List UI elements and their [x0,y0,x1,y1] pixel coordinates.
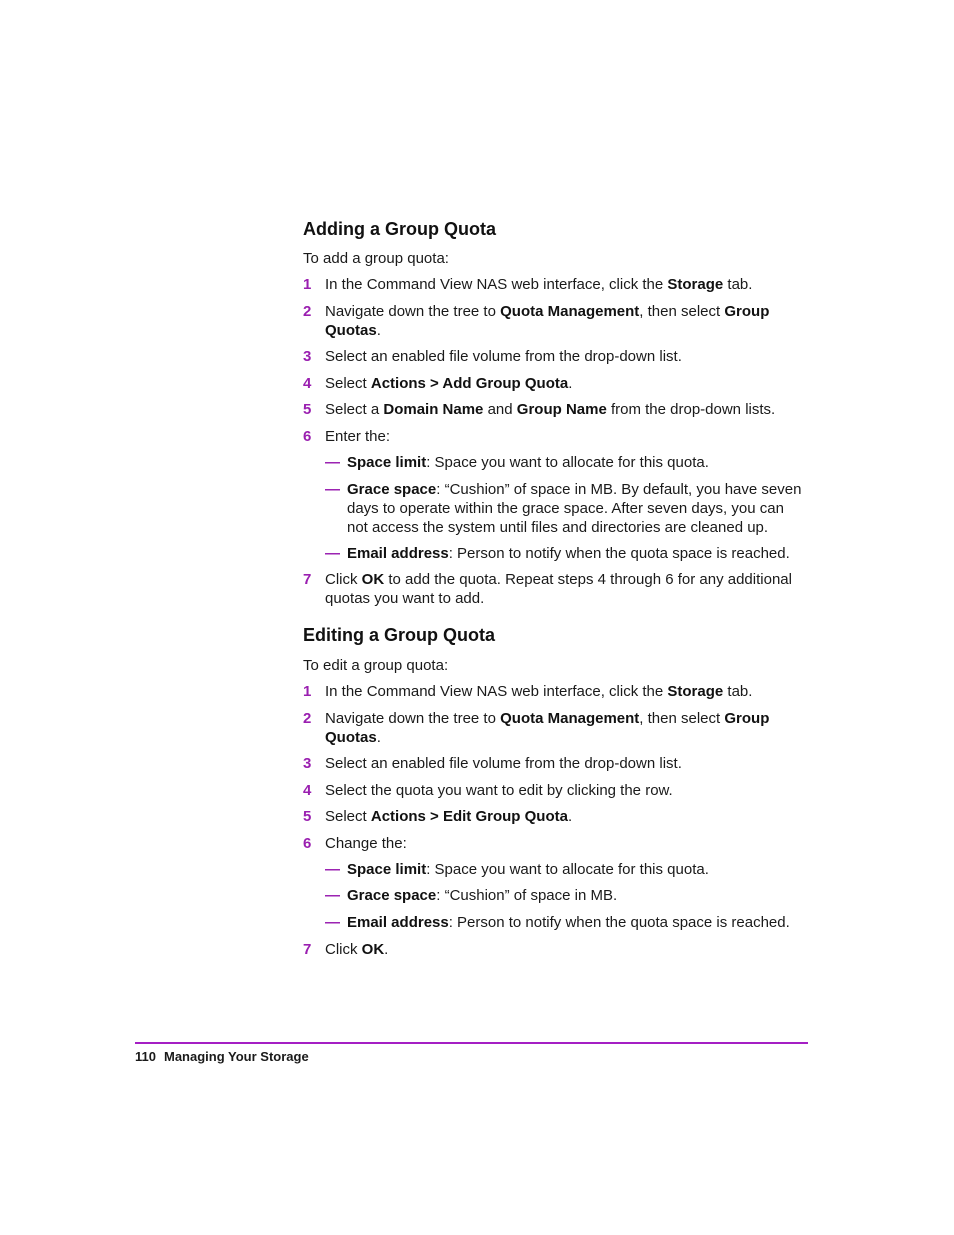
adding-step [303,570,808,608]
ui-term: Storage [667,276,724,293]
sub-item-text: Email address: Person to notify when the quota space is reached. [347,545,790,562]
step-text: Select Actions > Edit Group Quota. [325,808,573,825]
editing-sub-item [325,886,808,905]
ui-term: Storage [667,683,724,700]
step-text: Select an enabled file volume from the drop-down list. [325,755,682,772]
ui-term: Actions > Edit Group Quota [370,808,568,825]
step-number: 5 [303,401,312,418]
dash-bullet: — [325,481,340,498]
editing-section-title: Editing a Group Quota [303,625,495,645]
ui-term: Email address [347,545,449,562]
sub-item-text: Email address: Person to notify when the quota space is reached. [347,914,790,931]
step-number: 4 [303,375,312,392]
editing-step [303,807,808,826]
adding-step [303,374,808,393]
adding-section-title: Adding a Group Quota [303,219,496,239]
editing-intro: To edit a group quota: [303,657,449,674]
step-number: 1 [303,276,312,293]
step-number: 3 [303,755,312,772]
dash-bullet: — [325,545,340,562]
chapter-title: Managing Your Storage [163,1049,309,1064]
editing-sub-item [325,860,808,879]
ui-term: OK [361,571,385,588]
step-number: 4 [303,782,312,799]
step-number: 6 [303,835,312,852]
ui-term: Group Name [516,401,607,418]
editing-sub-item [325,913,808,932]
dash-bullet: — [325,887,340,904]
step-text: In the Command View NAS web interface, click the Storage tab. [325,276,753,293]
step-text: Select an enabled file volume from the drop-down list. [325,348,682,365]
adding-sub-item [325,453,808,472]
sub-item-text: Space limit: Space you want to allocate for this quota. [347,454,709,471]
ui-term: Group Quotas [325,303,770,339]
step-text: Enter the: [325,428,391,445]
step-text: Change the: [325,835,407,852]
ui-term: Space limit [347,454,427,471]
ui-term: Grace space [347,887,437,904]
step-text: Select Actions > Add Group Quota. [325,375,573,392]
editing-step [303,781,808,800]
step-text: Select the quota you want to edit by clicking the row. [325,782,673,799]
editing-step [303,682,808,701]
editing-step [303,709,808,747]
step-number: 6 [303,428,312,445]
dash-bullet: — [325,914,340,931]
sub-item-text: Grace space: “Cushion” of space in MB. [347,887,618,904]
page-number: 110 [135,1049,156,1064]
adding-step [303,400,808,419]
editing-step [303,754,808,773]
step-number: 3 [303,348,312,365]
adding-step [303,275,808,294]
adding-sub-item [325,544,808,563]
ui-term: Quota Management [500,303,640,320]
ui-term: Email address [347,914,449,931]
ui-term: OK [361,941,385,958]
editing-step [303,940,808,959]
adding-sub-item [325,480,808,537]
step-number: 2 [303,303,312,320]
step-text: Navigate down the tree to Quota Management, then select Group Quotas. [325,303,770,339]
ui-term: Group Quotas [325,710,770,746]
footer-rule [135,1042,808,1044]
sub-item-text: Space limit: Space you want to allocate for this quota. [347,861,709,878]
step-text: Click OK to add the quota. Repeat steps 4 through 6 for any additional quotas you want to add. [325,571,792,607]
step-text: Select a Domain Name and Group Name from the drop-down lists. [325,401,776,418]
adding-step [303,302,808,340]
adding-step [303,347,808,366]
ui-term: Domain Name [383,401,484,418]
step-number: 7 [303,571,312,588]
adding-intro: To add a group quota: [303,250,449,267]
step-number: 5 [303,808,312,825]
step-number: 2 [303,710,312,727]
dash-bullet: — [325,454,340,471]
step-text: Navigate down the tree to Quota Management, then select Group Quotas. [325,710,770,746]
step-text: Click OK. [325,941,389,958]
dash-bullet: — [325,861,340,878]
ui-term: Space limit [347,861,427,878]
ui-term: Quota Management [500,710,640,727]
ui-term: Grace space [347,481,437,498]
ui-term: Actions > Add Group Quota [370,375,569,392]
page-footer [135,1049,309,1064]
step-number: 7 [303,941,312,958]
step-number: 1 [303,683,312,700]
sub-item-text: Grace space: “Cushion” of space in MB. By default, you have seven days to operate within the grace space. After seven days, you can not access the system until files and directories are cleaned up. [347,481,802,536]
editing-step [303,834,808,853]
adding-step [303,427,808,446]
step-text: In the Command View NAS web interface, click the Storage tab. [325,683,753,700]
